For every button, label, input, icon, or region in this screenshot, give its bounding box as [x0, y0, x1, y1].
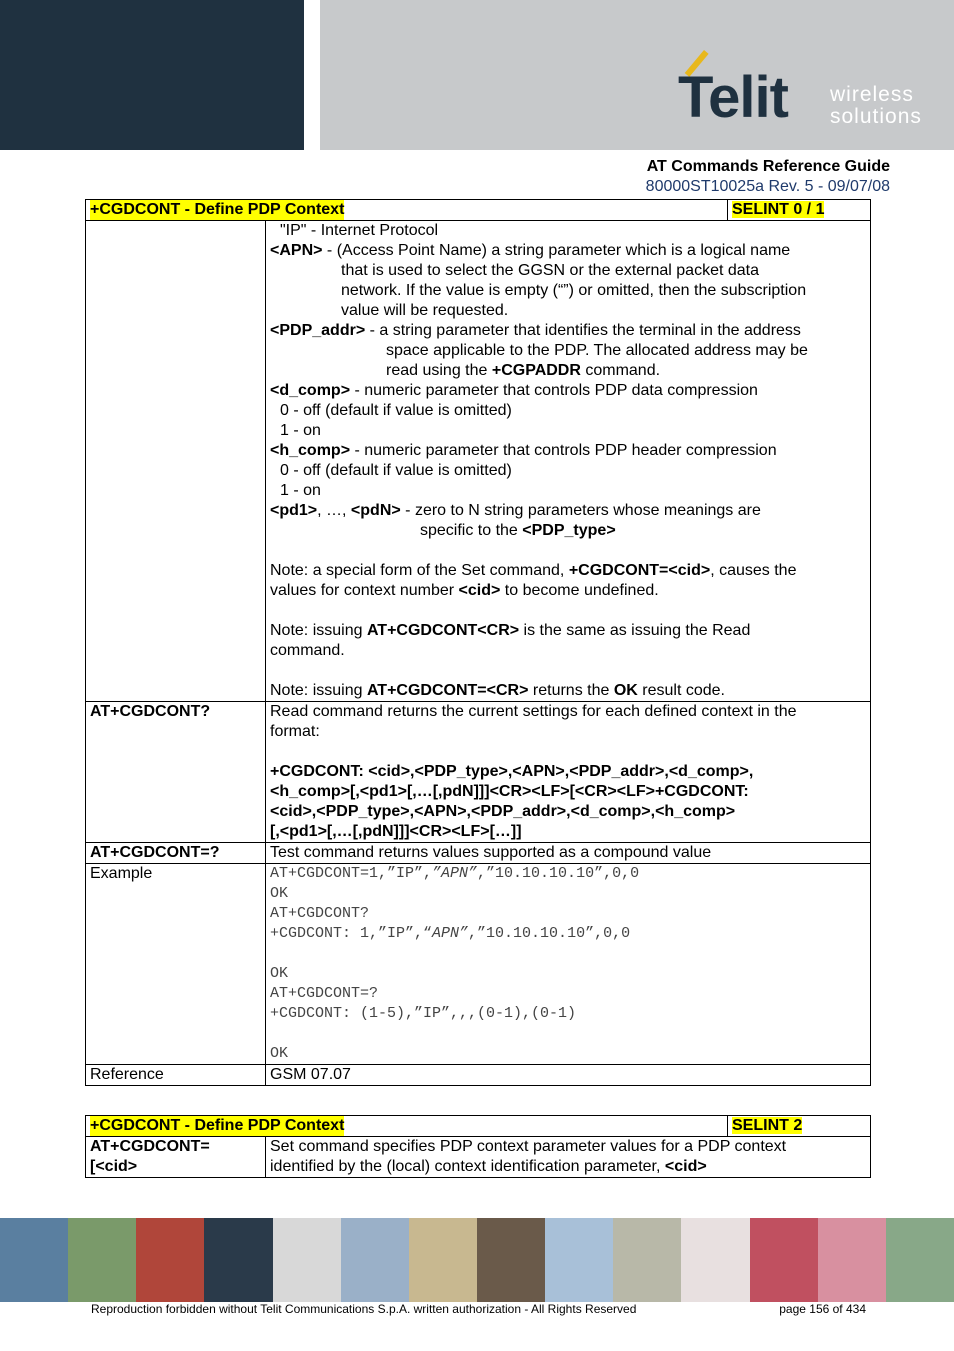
- set-description: Set command specifies PDP context parameter values for a PDP context identified by the (local) context identification parameter, <cid>: [266, 1137, 871, 1178]
- footer-photo: [136, 1218, 204, 1302]
- logo-tagline-2: solutions: [830, 105, 922, 128]
- table-row-set: [86, 1137, 871, 1178]
- example-label: Example: [86, 864, 266, 1065]
- table-row-reference: [86, 1065, 871, 1086]
- table-title: +CGDCONT - Define PDP Context: [90, 201, 345, 218]
- doc-title: AT Commands Reference Guide: [646, 158, 890, 175]
- footer-photo: [750, 1218, 818, 1302]
- logo-word: Telit: [678, 65, 788, 130]
- footer-photo: [68, 1218, 136, 1302]
- footer-page-number: page 156 of 434: [779, 1302, 866, 1316]
- footer-photo: [818, 1218, 886, 1302]
- footer-photo: [613, 1218, 681, 1302]
- table-row-example: [86, 864, 871, 1065]
- reference-value: GSM 07.07: [266, 1065, 871, 1086]
- read-description: Read command returns the current settings for each defined context in the format: +CGDCONT: <cid>,<PDP_type>,<APN>,<PDP_addr>,<d_comp>, <h_comp>[,<pd1>[,…[,pdN]]]<CR><LF>[<CR><LF>+CGDCONT: <cid>,<PDP_type>,<APN>,<PDP_addr>,<d_comp>,<h_comp> [,<pd1>[,…[,pdN]]]<CR><LF>[…]]: [266, 702, 871, 843]
- table-row-read: [86, 702, 871, 843]
- footer-photo-strip: [0, 1218, 954, 1302]
- footer-photo: [204, 1218, 272, 1302]
- logo-tagline-1: wireless: [830, 83, 914, 106]
- selint-badge: SELINT 2: [732, 1117, 803, 1134]
- footer-photo: [477, 1218, 545, 1302]
- telit-logo: [678, 50, 928, 130]
- footer-photo: [273, 1218, 341, 1302]
- cgdcont-table-selint2: [85, 1115, 871, 1178]
- reference-label: Reference: [86, 1065, 266, 1086]
- table-row-params: [86, 221, 871, 702]
- footer-photo: [0, 1218, 68, 1302]
- table-header-row: [86, 200, 871, 221]
- footer-photo: [886, 1218, 954, 1302]
- footer-photo: [341, 1218, 409, 1302]
- cgdcont-table-selint01: [85, 199, 871, 1086]
- doc-revision: 80000ST10025a Rev. 5 - 09/07/08: [645, 178, 890, 195]
- test-command-label: AT+CGDCONT=?: [86, 843, 266, 864]
- selint-badge: SELINT 0 / 1: [732, 201, 825, 218]
- set-command-label: AT+CGDCONT= [<cid>: [86, 1137, 266, 1178]
- read-command-label: AT+CGDCONT?: [86, 702, 266, 843]
- footer-copyright: Reproduction forbidden without Telit Communications S.p.A. written authorization - All Rights Reserved: [91, 1302, 637, 1316]
- params-cell: "IP" - Internet Protocol <APN> - (Access Point Name) a string parameter which is a logical name that is used to select the GGSN or the external packet data network. If the value is empty (“”) or omitted, then the subscription value will be requested. <PDP_addr> - a string parameter that identifies the terminal in the address space applicable to the PDP. The allocated address may be read using the +CGPADDR command. <d_comp> - numeric parameter that controls PDP data compression 0 - off (default if value is omitted) 1 - on <h_comp> - numeric parameter that controls PDP header compression 0 - off (default if value is omitted) 1 - on <pd1>, …, <pdN> - zero to N string parameters whose meanings are specific to the <PDP_type> Note: a special form of the Set command, +CGDCONT=<cid>, causes the values for context number <cid> to become undefined. Note: issuing AT+CGDCONT<CR> is the same as issuing the Read command. Note: issuing AT+CGDCONT=<CR> returns the OK result code.: [266, 221, 871, 702]
- table-row-test: [86, 843, 871, 864]
- table-title: +CGDCONT - Define PDP Context: [90, 1117, 345, 1134]
- footer-photo: [681, 1218, 749, 1302]
- footer-photo: [409, 1218, 477, 1302]
- header-dark-panel: [0, 0, 304, 150]
- test-description: Test command returns values supported as a compound value: [266, 843, 871, 864]
- example-code: AT+CGDCONT=1,”IP”,”APN”,”10.10.10.10”,0,0 OK AT+CGDCONT? +CGDCONT: 1,”IP”,“APN”,”10.10.10.10”,0,0 OK AT+CGDCONT=? +CGDCONT: (1-5),”IP”,,,(0-1),(0-1) OK: [266, 864, 871, 1065]
- table-header-row: [86, 1116, 871, 1137]
- footer-photo: [545, 1218, 613, 1302]
